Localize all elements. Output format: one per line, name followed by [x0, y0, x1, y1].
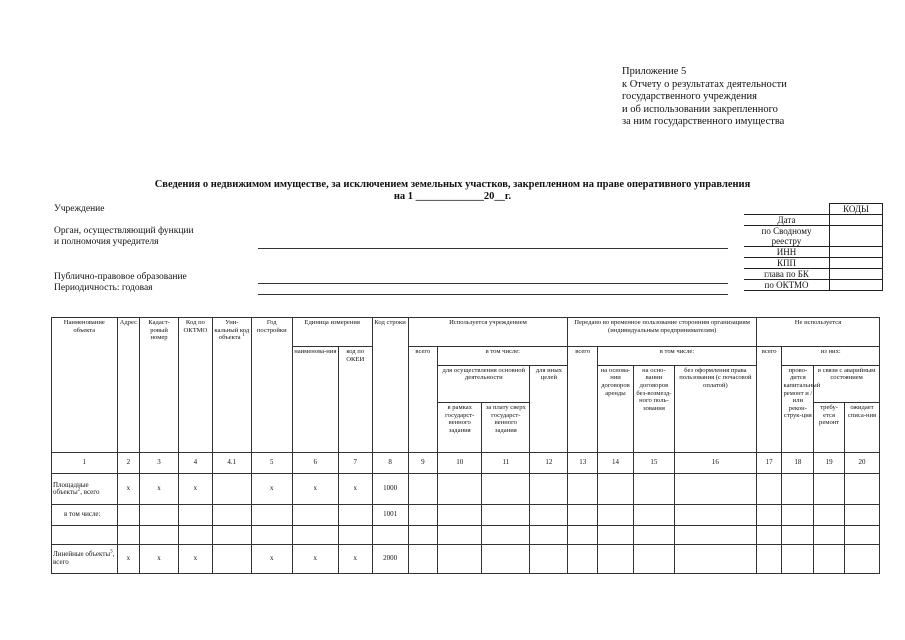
- col-header-used: Используется учреждением: [408, 318, 568, 347]
- col-header-nu-emerg: в связи с аварийным состоянием: [814, 365, 880, 402]
- col-header-used-incl: в том числе:: [438, 347, 568, 366]
- col-header-unique: [212, 318, 251, 453]
- column-number: 11: [482, 453, 530, 474]
- table-row: [52, 474, 880, 505]
- col-header-nu-incl: из них:: [782, 347, 880, 366]
- table-row: [52, 544, 880, 573]
- cell-rowcode: 1000: [372, 474, 408, 505]
- column-number: 14: [598, 453, 634, 474]
- appendix-line: государственного учреждения: [622, 91, 757, 103]
- codes-label-oktmo: по ОКТМО: [744, 280, 830, 291]
- founder-label-line2: и полномочия учредителя: [54, 237, 159, 247]
- codes-label-bk: глава по БК: [744, 269, 830, 280]
- column-number: 4.1: [212, 453, 251, 474]
- row-name-tail: , всего: [80, 488, 100, 497]
- column-number: 1: [52, 453, 118, 474]
- col-header-tr-free: на осно-вании договоров без-возмезд-ного поль-зования: [633, 365, 674, 452]
- column-number: 12: [530, 453, 568, 474]
- codes-label-svod-2: реестру: [771, 236, 802, 246]
- col-header-name: Наименование объекта: [52, 318, 118, 453]
- cell-okei: х: [338, 544, 372, 573]
- cell-cadastral: х: [140, 544, 179, 573]
- cell-address: х: [117, 474, 140, 505]
- col-header-used-other: для иных целей: [530, 365, 568, 452]
- col-header-tr-lease: на основа-нии договоров аренды: [598, 365, 634, 452]
- col-header-year: Год постройки: [251, 318, 292, 453]
- codes-label-svod: по Сводному: [744, 226, 830, 237]
- appendix-note: [622, 66, 787, 129]
- col-header-tr-total: всего: [568, 347, 598, 453]
- codes-table: [744, 203, 883, 291]
- column-number: 19: [814, 453, 845, 474]
- column-number: 4: [179, 453, 213, 474]
- codes-label-kpp: КПП: [744, 258, 830, 269]
- form-date-line: на 1 _____________20__г.: [393, 191, 512, 202]
- column-number: 17: [756, 453, 782, 474]
- periodicity-field-line: [258, 294, 728, 295]
- cell-unit: х: [292, 474, 338, 505]
- col-header-used-paid: за плату сверх государст-венного задания: [482, 403, 530, 453]
- cell-rowcode: 1001: [372, 505, 408, 526]
- col-header-unique-text: Уни-кальный код объекта: [214, 319, 250, 342]
- footnote-mark: 1: [242, 333, 245, 338]
- column-number: 9: [408, 453, 438, 474]
- col-header-used-main: для осуществления основной деятельности: [438, 365, 530, 402]
- row-name-tail: , всего: [53, 550, 115, 566]
- col-header-notused: Не используется: [756, 318, 879, 347]
- col-header-used-state: в рамках государст-венного задания: [438, 403, 482, 453]
- column-number: 15: [633, 453, 674, 474]
- col-header-nu-writeoff: ожидает списа-ния: [844, 403, 879, 453]
- public-entity-field-line: [258, 283, 728, 284]
- cell-oktmo: х: [179, 474, 213, 505]
- column-number: 8: [372, 453, 408, 474]
- cell-unique: [212, 474, 251, 505]
- column-number-row: [52, 453, 880, 474]
- codes-label-inn: ИНН: [744, 247, 830, 258]
- row-name: [52, 544, 118, 573]
- appendix-line: и об использовании закрепленного: [622, 103, 778, 115]
- column-number: 7: [338, 453, 372, 474]
- periodicity-label: Периодичность: годовая: [54, 283, 153, 293]
- column-number: 2: [117, 453, 140, 474]
- col-header-nu-repair: прово-дится капитальный ремонт и /или рекон-струк-ция: [782, 365, 814, 452]
- column-number: 13: [568, 453, 598, 474]
- property-table: [51, 317, 880, 574]
- footnote-mark: 2: [77, 487, 81, 493]
- col-header-unit: Единица измерения: [292, 318, 372, 347]
- cell-address: х: [117, 544, 140, 573]
- col-header-nu-total: всего: [756, 347, 782, 453]
- cell-unique: [212, 544, 251, 573]
- cell-year: х: [251, 544, 292, 573]
- row-name-text: Площадные объекты: [53, 480, 89, 497]
- col-header-tr-incl: в том числе:: [598, 347, 757, 366]
- col-header-unit-okei: код по ОКЕИ: [338, 347, 372, 453]
- col-header-rowcode: Код строки: [372, 318, 408, 453]
- cell-unit: х: [292, 544, 338, 573]
- column-number: 16: [674, 453, 756, 474]
- col-header-address: Адрес: [117, 318, 140, 453]
- cell-year: х: [251, 474, 292, 505]
- table-row: [52, 526, 880, 545]
- col-header-unit-name: наименова-ния: [292, 347, 338, 453]
- appendix-line: Приложение 5: [622, 66, 687, 77]
- appendix-line: за ним государственного имущества: [622, 116, 785, 128]
- cell-oktmo: х: [179, 544, 213, 573]
- column-number: 18: [782, 453, 814, 474]
- column-number: 3: [140, 453, 179, 474]
- appendix-line: к Отчету о результатах деятельности: [622, 78, 787, 90]
- row-name: [52, 474, 118, 505]
- cell-rowcode: 2000: [372, 544, 408, 573]
- founder-label-line1: Орган, осуществляющий функции: [54, 226, 194, 236]
- codes-label-date: Дата: [744, 215, 830, 226]
- col-header-transferred: Передано во временное пользование сторонним организациям (индивидуальным предпринимателям): [568, 318, 757, 347]
- cell-okei: х: [338, 474, 372, 505]
- column-number: 20: [844, 453, 879, 474]
- founder-field-line: [258, 248, 728, 249]
- form-title-line: Сведения о недвижимом имуществе, за исключением земельных участков, закрепленном на праве оперативного управления: [154, 179, 751, 190]
- column-number: 6: [292, 453, 338, 474]
- col-header-nu-needs: требу-ется ремонт: [814, 403, 845, 453]
- col-header-cadastral: Кадаст-ровый номер: [140, 318, 179, 453]
- row-name: в том числе:: [52, 505, 118, 526]
- column-number: 10: [438, 453, 482, 474]
- row-name-text: Линейные объекты: [53, 550, 111, 559]
- form-title: [0, 179, 905, 203]
- public-entity-label: Публично-правовое образование: [54, 272, 187, 282]
- institution-label: Учреждение: [54, 204, 105, 214]
- col-header-tr-informal: без оформления права пользования (с почасовой оплатой): [674, 365, 756, 452]
- codes-header: КОДЫ: [830, 204, 883, 215]
- table-row: [52, 505, 880, 526]
- col-header-oktmo: Код по ОКТМО: [179, 318, 213, 453]
- col-header-used-total: всего: [408, 347, 438, 453]
- column-number: 5: [251, 453, 292, 474]
- cell-cadastral: х: [140, 474, 179, 505]
- footnote-mark: 3: [110, 549, 113, 555]
